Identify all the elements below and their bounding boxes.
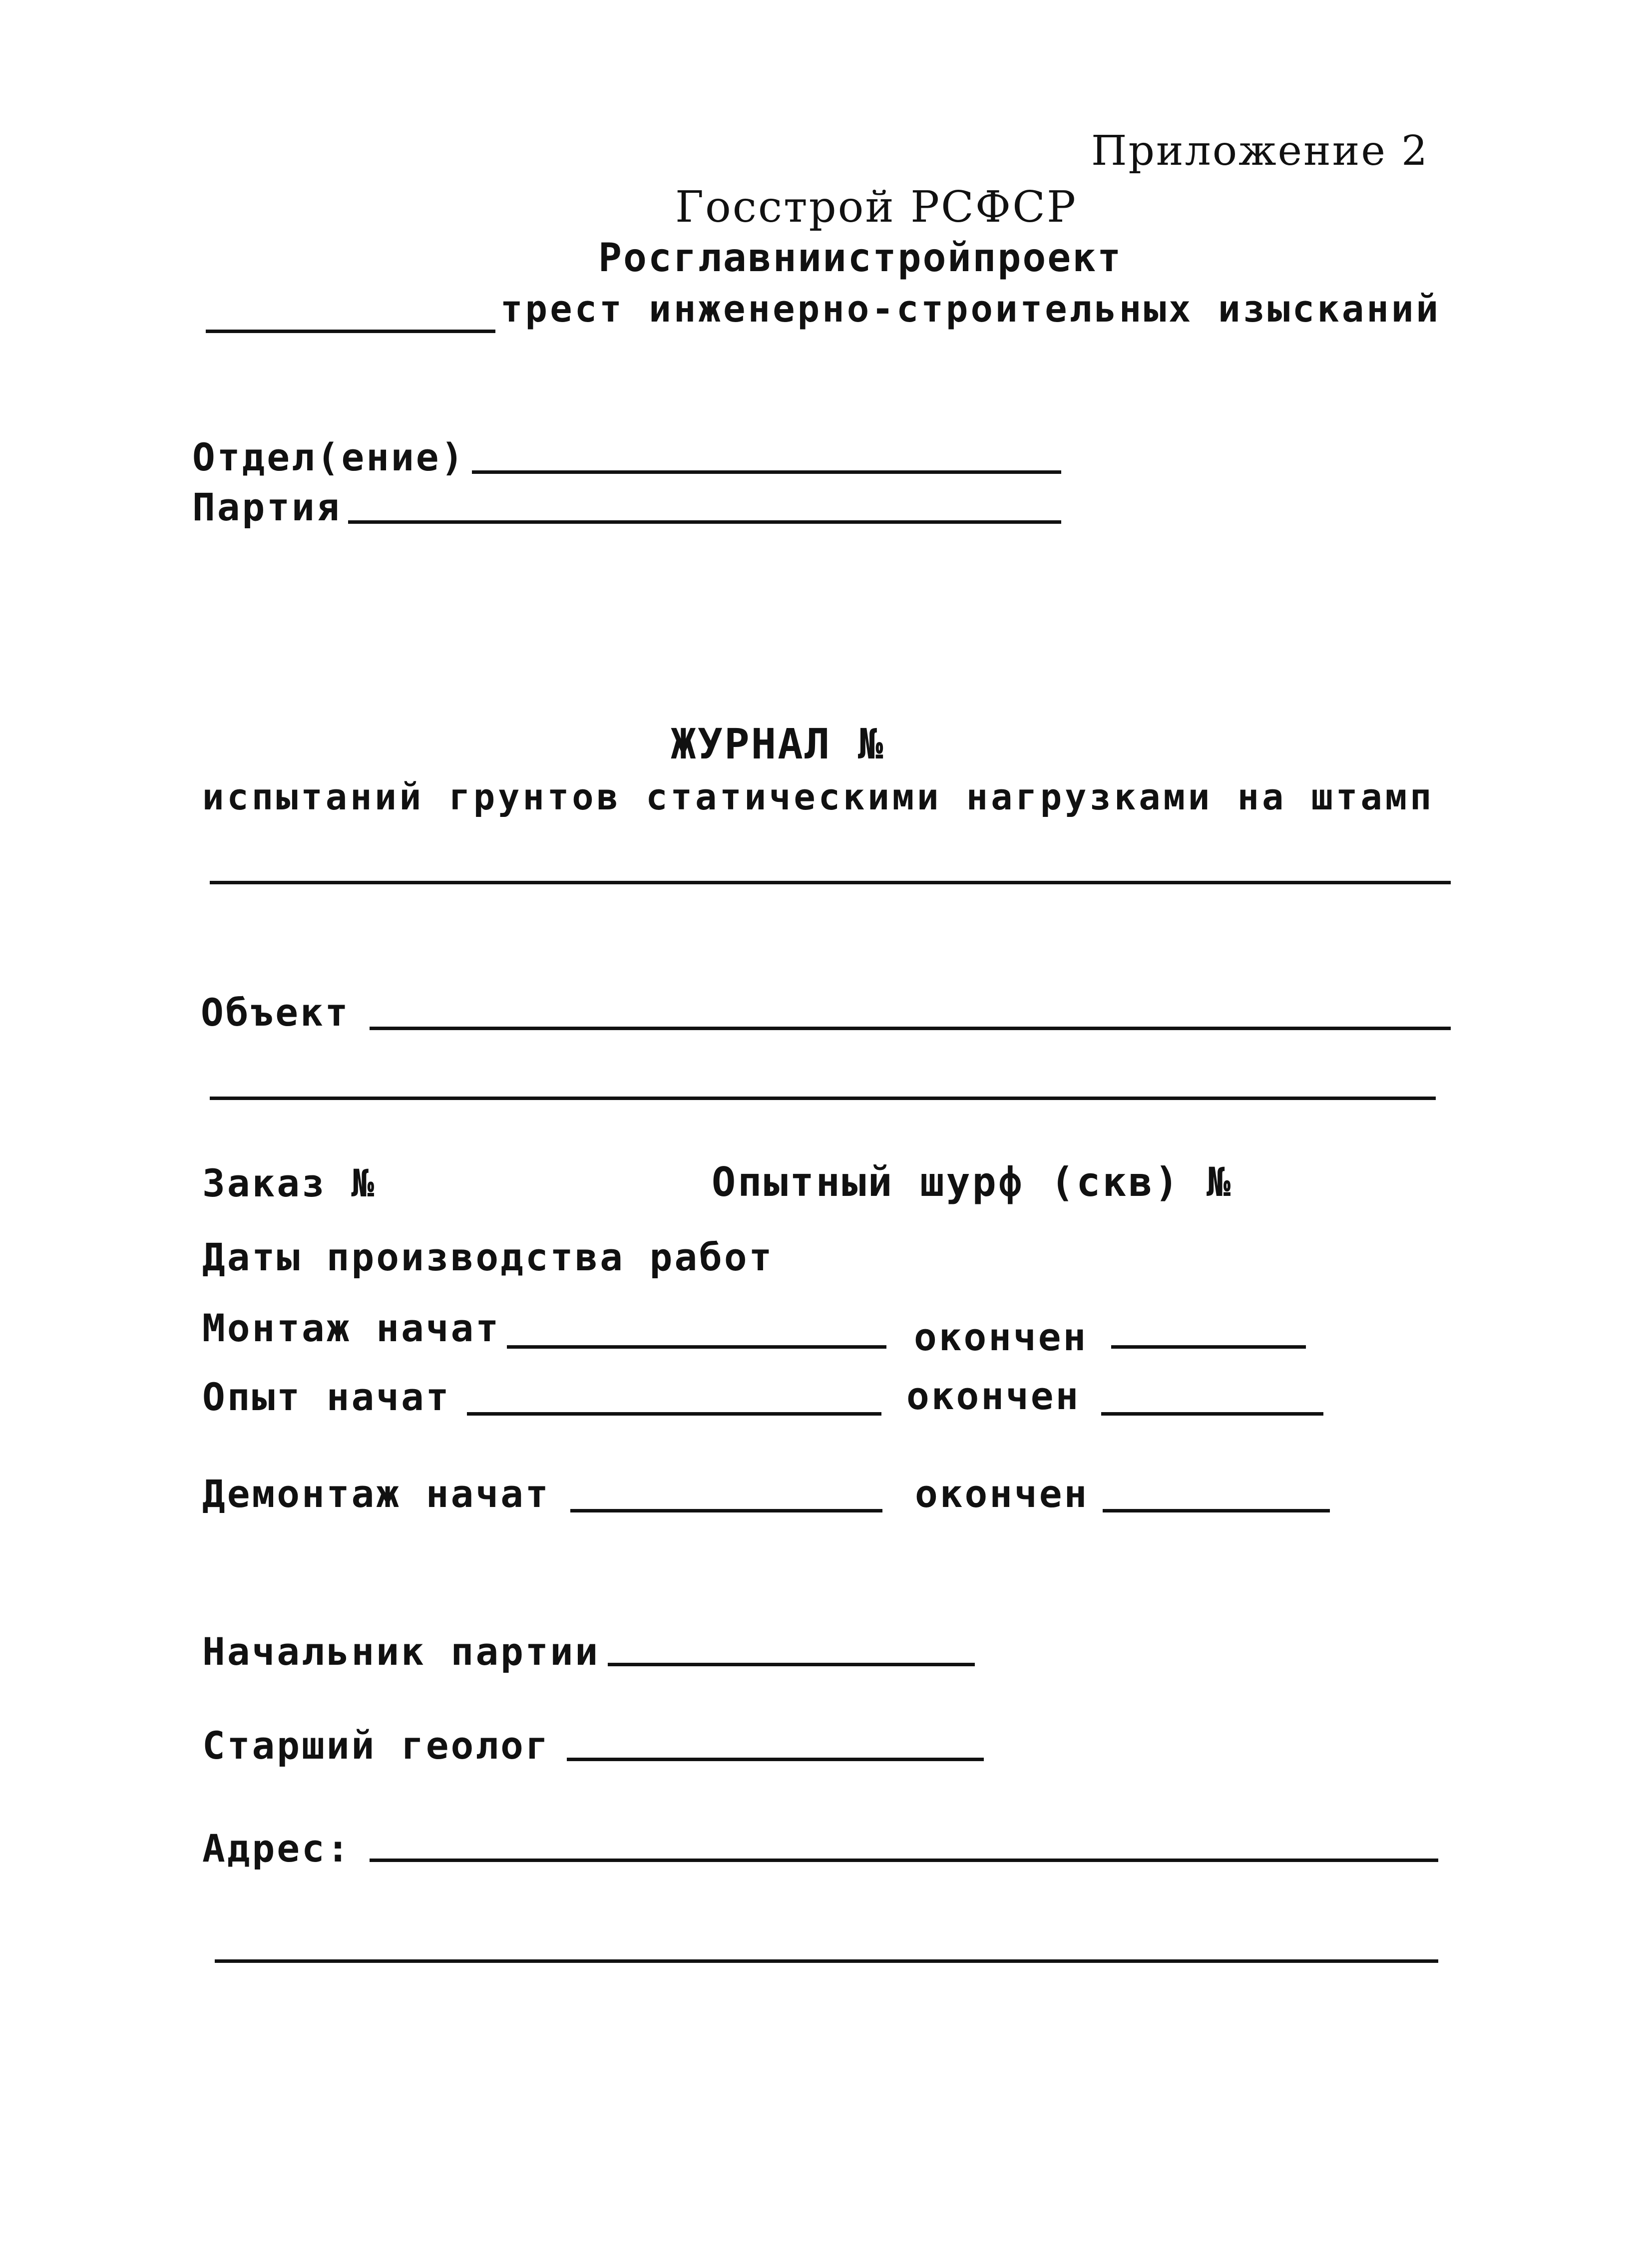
org-rosglavniistroyproekt: Росглавниистройпроект — [598, 236, 1123, 281]
test-start-line — [467, 1412, 881, 1416]
pit-label: Опытный шурф (скв) № — [712, 1159, 1233, 1205]
order-label: Заказ № — [202, 1161, 377, 1205]
senior-geologist-label: Старший геолог — [202, 1723, 550, 1768]
object-line-2 — [210, 1097, 1436, 1100]
test-end-line — [1101, 1412, 1323, 1416]
mounting-end-line — [1111, 1345, 1306, 1349]
object-line-1 — [370, 1027, 1451, 1030]
party-label: Партия — [192, 485, 342, 529]
department-label: Отдел(ение) — [192, 435, 466, 479]
dismantling-end-line — [1103, 1509, 1330, 1512]
mounting-start-line — [507, 1345, 886, 1349]
party-chief-label: Начальник партии — [202, 1629, 600, 1674]
appendix-label: Приложение 2 — [1091, 127, 1429, 175]
dismantling-start-label: Демонтаж начат — [202, 1472, 550, 1516]
mounting-end-label: окончен — [914, 1315, 1088, 1359]
address-label: Адрес: — [202, 1826, 352, 1870]
test-end-label: окончен — [906, 1374, 1081, 1418]
journal-subtitle: испытаний грунтов статическими нагрузками на штамп — [202, 776, 1435, 818]
address-line-1 — [370, 1859, 1438, 1862]
trust-name-line — [206, 330, 495, 333]
mounting-start-label: Монтаж начат — [202, 1306, 501, 1350]
dates-heading: Даты производства работ — [202, 1235, 774, 1279]
object-label: Объект — [201, 990, 350, 1035]
senior-geologist-line — [567, 1758, 984, 1761]
dismantling-start-line — [570, 1509, 882, 1512]
dismantling-end-label: окончен — [915, 1472, 1089, 1516]
party-line — [348, 520, 1061, 524]
department-line — [472, 470, 1061, 474]
journal-line — [210, 881, 1451, 884]
trust-label: трест инженерно-строительных изысканий — [500, 288, 1441, 331]
party-chief-line — [608, 1663, 975, 1666]
org-goststroy: Госстрой РСФСР — [675, 182, 1077, 232]
address-line-2 — [215, 1959, 1438, 1963]
test-start-label: Опыт начат — [202, 1375, 451, 1419]
journal-title: ЖУРНАЛ № — [671, 720, 885, 768]
